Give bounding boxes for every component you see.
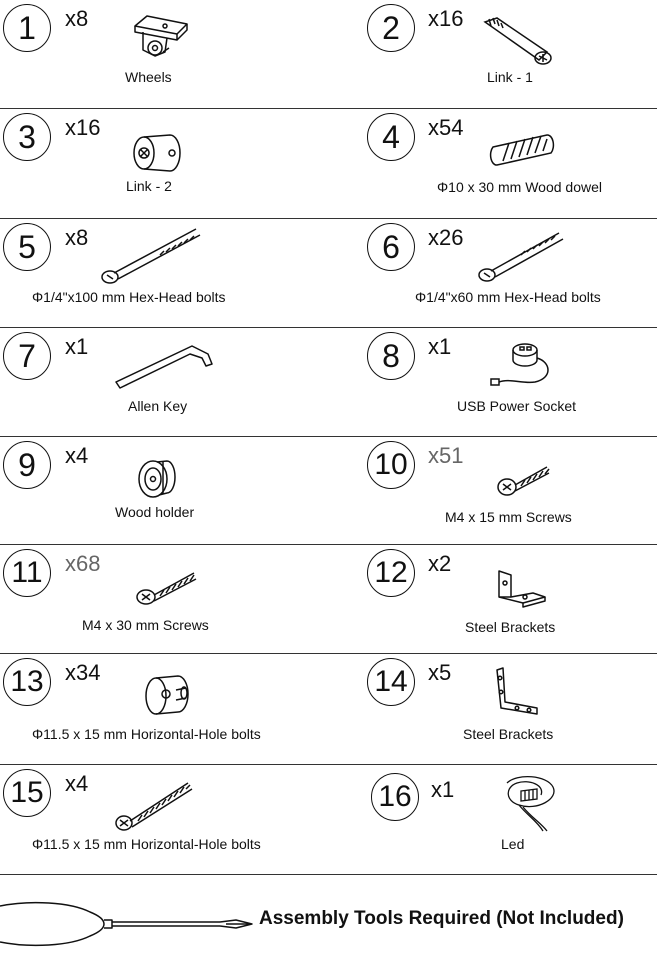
part-label: M4 x 15 mm Screws (445, 509, 572, 525)
parts-row-7 (0, 654, 657, 762)
part-label: Φ1/4"x60 mm Hex-Head bolts (415, 289, 601, 305)
l-bracket-icon (493, 666, 543, 718)
part-1 (0, 0, 328, 108)
parts-row-4 (0, 328, 657, 436)
led-strip-icon (497, 771, 563, 833)
part-label: Wheels (125, 69, 172, 85)
part-quantity: x1 (431, 777, 455, 802)
part-number-badge: 7 (3, 332, 51, 380)
parts-row-3 (0, 219, 657, 327)
part-number-badge: 2 (367, 4, 415, 52)
part-number-badge: 13 (3, 658, 51, 706)
wood-holder-icon (133, 453, 181, 501)
part-label: Φ10 x 30 mm Wood dowel (437, 179, 602, 195)
part-7 (0, 328, 328, 436)
part-10 (329, 437, 657, 545)
part-quantity: x1 (65, 334, 89, 359)
part-number-badge: 3 (3, 113, 51, 161)
tools-section (0, 880, 657, 963)
link-pin-icon (477, 14, 559, 68)
part-number-badge: 10 (367, 441, 415, 489)
part-quantity: x26 (428, 225, 464, 250)
part-14 (329, 654, 657, 762)
allen-key-icon (112, 342, 216, 392)
part-4 (329, 109, 657, 217)
part-5 (0, 219, 328, 327)
part-number-badge: 6 (367, 223, 415, 271)
part-label: M4 x 30 mm Screws (82, 617, 209, 633)
part-quantity: x16 (428, 6, 464, 31)
part-quantity: x8 (65, 6, 89, 31)
part-number-badge: 14 (367, 658, 415, 706)
barrel-nut-icon (142, 670, 194, 720)
part-label: Steel Brackets (463, 726, 554, 742)
tools-title: Assembly Tools Required (Not Included) (259, 908, 624, 929)
part-label: Steel Brackets (465, 619, 556, 635)
cam-lock-icon (130, 127, 184, 177)
part-9 (0, 437, 328, 545)
part-quantity: x2 (428, 551, 452, 576)
parts-row-1 (0, 0, 657, 108)
long-bolt-icon (100, 225, 204, 287)
parts-row-5 (0, 437, 657, 545)
part-number-badge: 9 (3, 441, 51, 489)
wood-dowel-icon (485, 131, 559, 171)
part-number-badge: 5 (3, 223, 51, 271)
part-number-badge: 15 (3, 769, 51, 817)
part-quantity: x68 (65, 551, 101, 576)
part-quantity: x54 (428, 115, 464, 140)
part-label: Φ11.5 x 15 mm Horizontal-Hole bolts (32, 836, 261, 852)
part-label: Wood holder (115, 504, 195, 520)
part-quantity: x5 (428, 660, 452, 685)
part-label: Link - 1 (487, 69, 533, 85)
part-12 (329, 545, 657, 653)
parts-row-8 (0, 765, 657, 873)
usb-socket-icon (489, 338, 559, 394)
bolt-icon (477, 229, 567, 285)
part-label: Φ11.5 x 15 mm Horizontal-Hole bolts (32, 726, 261, 742)
screwdriver-icon (0, 898, 254, 950)
long-screw-icon (136, 567, 200, 607)
part-number-badge: 8 (367, 332, 415, 380)
part-quantity: x4 (65, 771, 89, 796)
part-label: Link - 2 (126, 178, 172, 194)
part-label: Φ1/4"x100 mm Hex-Head bolts (32, 289, 226, 305)
part-quantity: x51 (428, 443, 464, 468)
parts-row-6 (0, 545, 657, 653)
part-quantity: x4 (65, 443, 89, 468)
row-divider (0, 874, 657, 875)
short-screw-icon (497, 459, 553, 499)
part-quantity: x34 (65, 660, 101, 685)
machine-screw-icon (114, 777, 198, 835)
part-number-badge: 12 (367, 549, 415, 597)
parts-row-2 (0, 109, 657, 217)
part-number-badge: 11 (3, 549, 51, 597)
part-13 (0, 654, 328, 762)
part-6 (329, 219, 657, 327)
part-label: Led (501, 836, 525, 852)
part-15 (0, 765, 328, 873)
part-label: USB Power Socket (457, 398, 577, 414)
part-quantity: x8 (65, 225, 89, 250)
part-number-badge: 16 (371, 773, 419, 821)
caster-wheel-icon (125, 12, 195, 68)
part-16 (329, 765, 657, 873)
angle-bracket-icon (493, 567, 549, 615)
part-number-badge: 1 (3, 4, 51, 52)
part-8 (329, 328, 657, 436)
part-3 (0, 109, 328, 217)
part-quantity: x16 (65, 115, 101, 140)
part-label: Allen Key (128, 398, 188, 414)
part-2 (329, 0, 657, 108)
part-number-badge: 4 (367, 113, 415, 161)
part-11 (0, 545, 328, 653)
part-quantity: x1 (428, 334, 452, 359)
